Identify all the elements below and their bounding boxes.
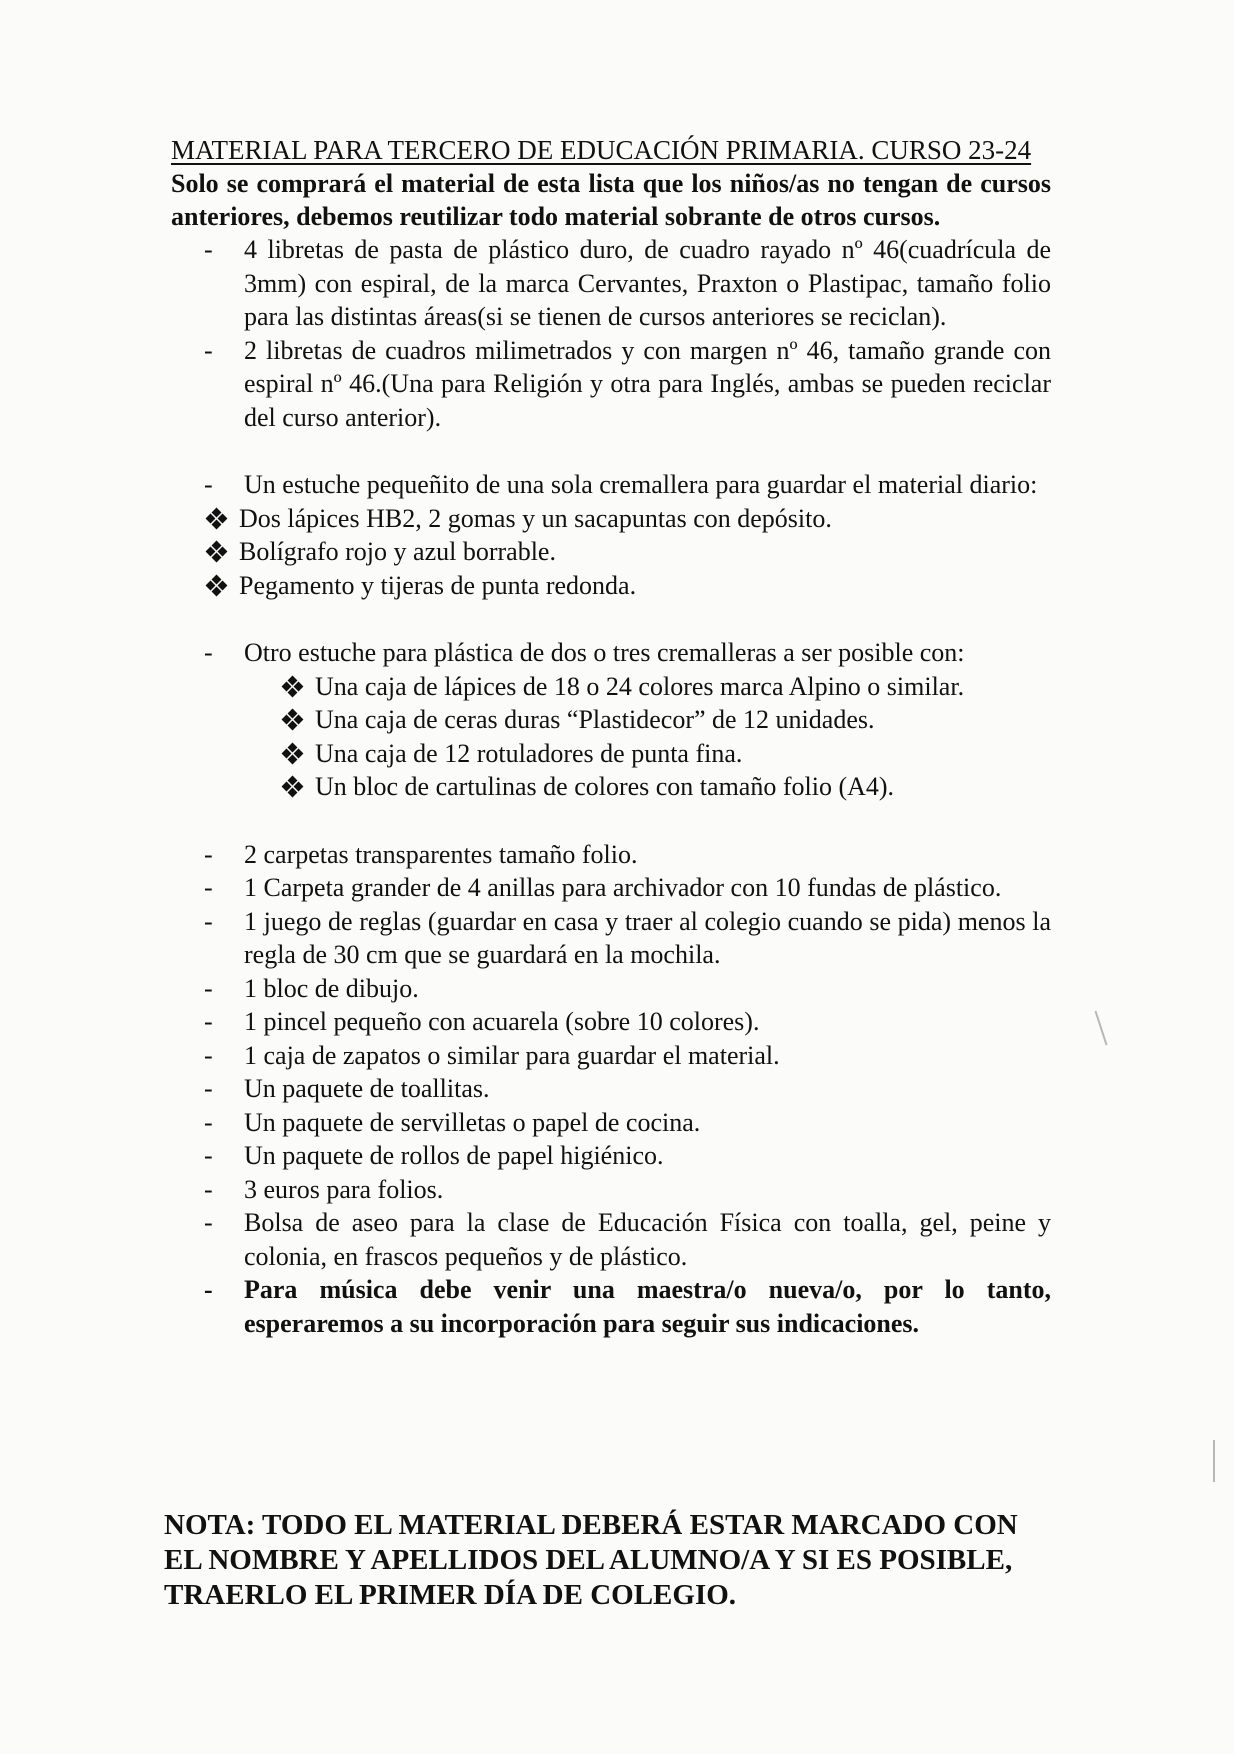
list-item-text: Un paquete de servilletas o papel de cocina. — [244, 1107, 701, 1137]
list-item — [171, 905, 1051, 972]
list-item — [171, 468, 1051, 502]
list-item-text: 4 libretas de pasta de plástico duro, de cuadro rayado nº 46(cuadrícula de 3mm) con espiral, de la marca Cervantes, Praxton o Plastipac, tamaño folio para las distintas áreas(si se tienen de cursos anteriores se reciclan). — [244, 235, 1051, 331]
list-item — [171, 838, 1051, 872]
dash-marker: - — [204, 1208, 213, 1237]
list-item-text: 3 euros para folios. — [244, 1174, 444, 1204]
music-item-text: Para música debe venir una maestra/o nueva/o, por lo tanto, esperaremos a su incorporación para seguir sus indicaciones. — [244, 1275, 1051, 1338]
estuche1-list — [171, 468, 1051, 502]
four-diamond-bullet-icon — [283, 710, 303, 730]
list-item — [171, 972, 1051, 1006]
list-item-text: 2 libretas de cuadros milimetrados y con margen nº 46, tamaño grande con espiral nº 46.(Una para Religión y otra para Inglés, ambas se pueden reciclar del curso anterior). — [244, 335, 1051, 432]
materials-list-group1 — [171, 233, 1051, 434]
list-item — [171, 334, 1051, 435]
list-item-text: 1 caja de zapatos o similar para guardar el material. — [244, 1040, 780, 1070]
sub-item-text: Dos lápices HB2, 2 gomas y un sacapuntas con depósito. — [239, 503, 832, 533]
intro-paragraph: Solo se comprará el material de esta lista que los niños/as no tengan de cursos anteriores, debemos reutilizar todo material sobrante de otros cursos. — [171, 169, 1051, 231]
dash-marker: - — [204, 906, 213, 936]
list-item-text: Un paquete de toallitas. — [244, 1074, 490, 1103]
nota-paragraph: NOTA: TODO EL MATERIAL DEBERÁ ESTAR MARCADO CON EL NOMBRE Y APELLIDOS DEL ALUMNO/A Y SI ES POSIBLE, TRAERLO EL PRIMER DÍA DE COLEGIO. — [164, 1509, 1018, 1611]
four-diamond-bullet-icon — [207, 509, 227, 529]
scan-artifact-right-lower — [1213, 1440, 1215, 1482]
dash-marker: - — [204, 470, 213, 499]
dash-marker: - — [204, 335, 213, 365]
sub-list-item — [171, 502, 1051, 536]
spacer — [171, 602, 1051, 636]
dash-marker: - — [204, 1141, 213, 1170]
four-diamond-bullet-icon — [283, 677, 303, 697]
dash-marker: - — [204, 1174, 213, 1204]
estuche1-subitems — [171, 502, 1051, 603]
dash-marker: - — [204, 873, 213, 902]
sub-item-text: Una caja de lápices de 18 o 24 colores marca Alpino o similar. — [315, 671, 965, 701]
sub-item-text: Un bloc de cartulinas de colores con tamaño folio (A4). — [315, 772, 895, 801]
scan-artifact-right — [1094, 1011, 1107, 1046]
list-item — [171, 1005, 1051, 1039]
list-item-text: Un paquete de rollos de papel higiénico. — [244, 1141, 664, 1170]
four-diamond-bullet-icon — [283, 744, 303, 764]
materials-list-group2 — [171, 838, 1051, 1341]
dash-marker: - — [204, 1040, 213, 1070]
estuche1-label: Un estuche pequeñito de una sola cremallera para guardar el material diario: — [244, 470, 1038, 499]
dash-marker: - — [204, 1107, 213, 1137]
list-item — [171, 1039, 1051, 1073]
list-item — [171, 1106, 1051, 1140]
dash-marker: - — [204, 235, 213, 264]
list-item — [171, 871, 1051, 905]
dash-marker: - — [204, 1074, 213, 1103]
four-diamond-bullet-icon — [207, 542, 227, 562]
list-item — [171, 1173, 1051, 1207]
spacer — [171, 434, 1051, 468]
list-item — [171, 1139, 1051, 1173]
sub-item-text: Una caja de ceras duras “Plastidecor” de 12 unidades. — [315, 705, 875, 734]
four-diamond-bullet-icon — [207, 576, 227, 596]
music-list-item — [171, 1273, 1051, 1340]
list-item-text: 1 bloc de dibujo. — [244, 973, 419, 1003]
list-item-text: Bolsa de aseo para la clase de Educación Física con toalla, gel, peine y colonia, en frascos pequeños y de plástico. — [244, 1208, 1051, 1271]
list-item — [171, 636, 1051, 670]
four-diamond-bullet-icon — [283, 777, 303, 797]
dash-marker: - — [204, 1007, 213, 1036]
dash-marker: - — [204, 638, 213, 667]
sub-list-item — [171, 670, 1051, 704]
dash-marker: - — [204, 1275, 213, 1304]
sub-item-text: Una caja de 12 rotuladores de punta fina. — [315, 738, 743, 768]
document-title: MATERIAL PARA TERCERO DE EDUCACIÓN PRIMARIA. CURSO 23-24 — [171, 135, 1032, 165]
sub-item-text: Bolígrafo rojo y azul borrable. — [239, 537, 556, 566]
list-item-text: 1 pincel pequeño con acuarela (sobre 10 colores). — [244, 1007, 760, 1036]
sub-list-item — [171, 770, 1051, 804]
sub-list-item — [171, 703, 1051, 737]
list-item — [171, 233, 1051, 334]
sub-item-text: Pegamento y tijeras de punta redonda. — [239, 570, 637, 600]
sub-list-item — [171, 535, 1051, 569]
list-item — [171, 1072, 1051, 1106]
sub-list-item — [171, 569, 1051, 603]
spacer — [171, 804, 1051, 838]
list-item-text: 1 Carpeta grander de 4 anillas para archivador con 10 fundas de plástico. — [244, 873, 1002, 902]
document-content — [171, 133, 1051, 1340]
dash-marker: - — [204, 839, 213, 869]
estuche2-label: Otro estuche para plástica de dos o tres cremalleras a ser posible con: — [244, 638, 965, 667]
sub-list-item — [171, 737, 1051, 771]
estuche2-subitems — [171, 670, 1051, 804]
estuche2-list — [171, 636, 1051, 670]
list-item — [171, 1206, 1051, 1273]
list-item-text: 1 juego de reglas (guardar en casa y traer al colegio cuando se pida) menos la regla de 30 cm que se guardará en la mochila. — [244, 906, 1051, 969]
dash-marker: - — [204, 973, 213, 1003]
list-item-text: 2 carpetas transparentes tamaño folio. — [244, 839, 638, 869]
